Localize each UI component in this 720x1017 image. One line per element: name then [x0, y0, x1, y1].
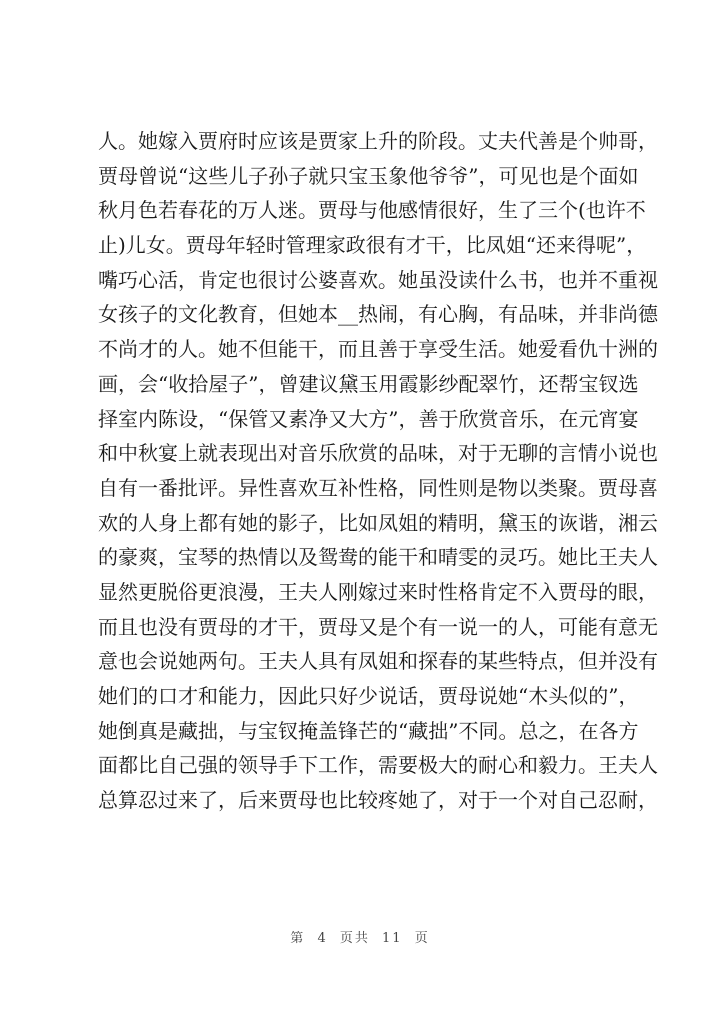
text-line: 画，会“收拾屋子”，曾建议黛玉用霞影纱配翠竹，还帮宝钗选: [98, 371, 639, 396]
footer-suffix: 页: [414, 931, 430, 946]
text-line: 的豪爽，宝琴的热情以及鸳鸯的能干和晴雯的灵巧。她比王夫人: [98, 545, 658, 570]
text-line: 和中秋宴上就表现出对音乐欣赏的品味，对于无聊的言情小说也: [98, 441, 658, 466]
text-line: 不尚才的人。她不但能干，而且善于享受生活。她爱看仇十洲的: [98, 337, 658, 362]
text-line: 女孩子的文化教育，但她本__热闹，有心胸，有品味，并非尚德: [98, 302, 658, 327]
page-number-total: 11: [382, 931, 403, 946]
text-line: 择室内陈设，“保管又素净又大方”，善于欣赏音乐，在元宵宴: [98, 406, 639, 431]
text-line: 嘴巧心活，肯定也很讨公婆喜欢。她虽没读什么书，也并不重视: [98, 267, 658, 292]
text-line: 她们的口才和能力，因此只好少说话，贾母说她“木头似的”，: [98, 684, 639, 708]
footer-prefix: 第: [290, 931, 306, 946]
text-line: 面都比自己强的领导手下工作，需要极大的耐心和毅力。王夫人: [98, 753, 658, 778]
page-number-current: 4: [317, 931, 328, 946]
text-line: 显然更脱俗更浪漫，王夫人刚嫁过来时性格肯定不入贾母的眼，: [98, 579, 658, 604]
text-line: 意也会说她两句。王夫人具有凤姐和探春的某些特点，但并没有: [98, 649, 658, 674]
text-line: 止)儿女。贾母年轻时管理家政很有才干，比凤姐“还来得呢”，: [98, 233, 647, 258]
text-line: 她倒真是藏拙，与宝钗掩盖锋芒的“藏拙”不同。总之，在各方: [98, 718, 639, 743]
text-line: 自有一番批评。异性喜欢互补性格，同性则是物以类聚。贾母喜: [98, 475, 658, 500]
text-line: 总算忍过来了，后来贾母也比较疼她了，对于一个对自己忍耐，: [98, 788, 658, 813]
page-footer: [0, 927, 720, 946]
text-line: 贾母曾说“这些儿子孙子就只宝玉象他爷爷”，可见也是个面如: [98, 163, 639, 188]
text-line: 欢的人身上都有她的影子，比如凤姐的精明，黛玉的诙谐，湘云: [98, 510, 658, 535]
text-line: 秋月色若春花的万人迷。贾母与他感情很好，生了三个(也许不: [98, 198, 646, 223]
text-line: 人。她嫁入贾府时应该是贾家上升的阶段。丈夫代善是个帅哥，: [98, 129, 658, 153]
body-text: [98, 124, 658, 818]
footer-middle: 页共: [339, 931, 370, 946]
text-line: 而且也没有贾母的才干，贾母又是个有一说一的人，可能有意无: [98, 614, 658, 639]
